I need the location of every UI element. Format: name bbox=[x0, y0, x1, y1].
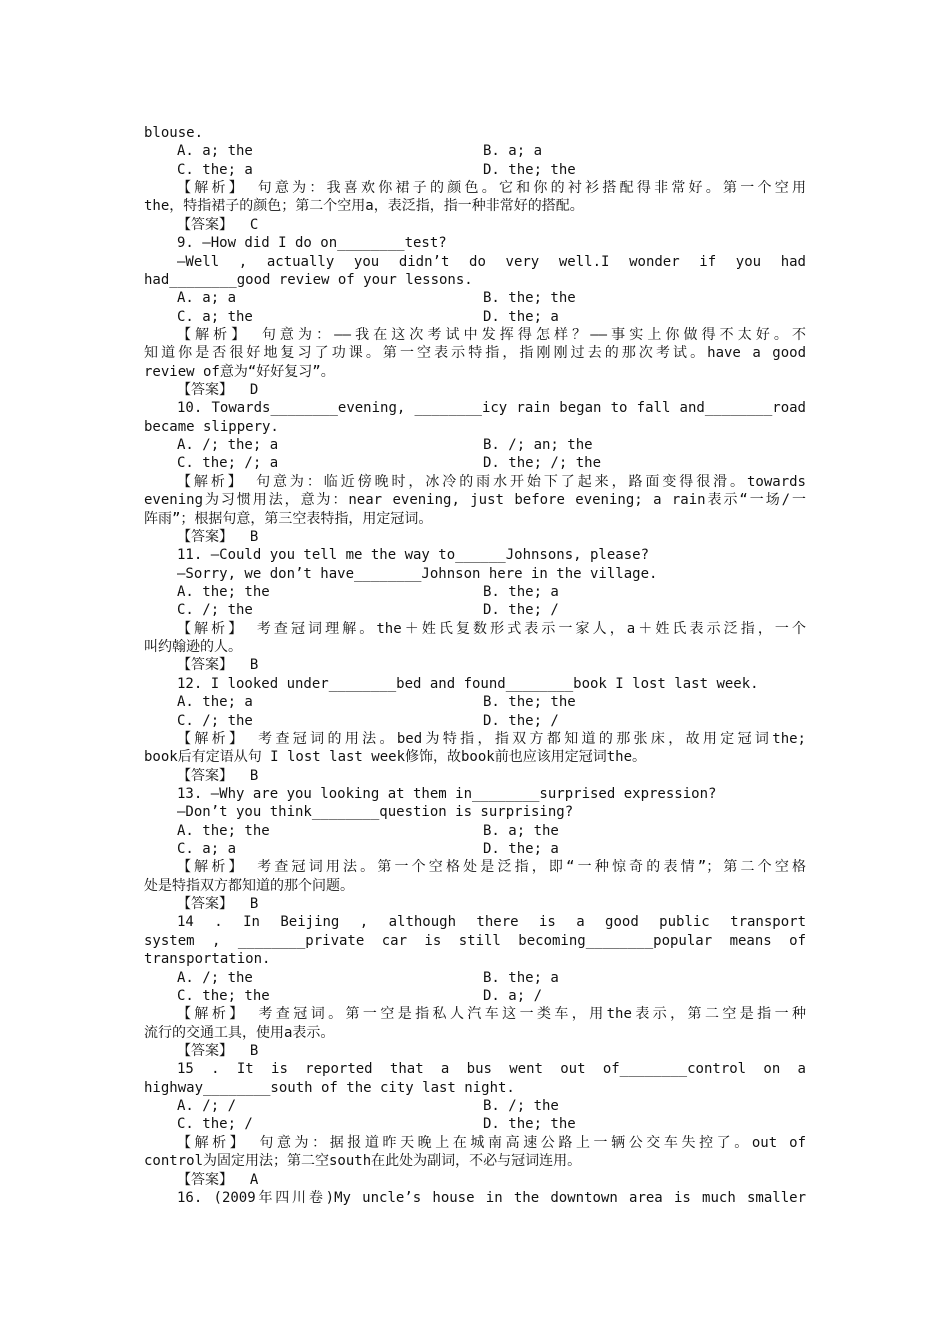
text-line: blouse. bbox=[144, 125, 204, 141]
option-left: A. a; a bbox=[177, 290, 237, 306]
text-line: evening为习惯用法，意为：near evening, just before evening; a rain表示“一场/一 bbox=[144, 492, 806, 508]
text-line: 【解析】 句意为：临近傍晚时，冰冷的雨水开始下了起来，路面变得很滑。towards bbox=[177, 474, 806, 490]
text-line: review of意为“好好复习”。 bbox=[144, 364, 335, 380]
text-line: 【答案】 B bbox=[177, 529, 259, 545]
text-line: 【解析】 考查冠词的用法。bed为特指，指双方都知道的那张床，故用定冠词the; bbox=[177, 731, 806, 747]
option-right: D. the; the bbox=[483, 1116, 576, 1132]
text-line: 【解析】 句意为：据报道昨天晚上在城南高速公路上一辆公交车失控了。out of bbox=[177, 1135, 806, 1151]
option-right: B. a; the bbox=[483, 823, 559, 839]
text-line: 【解析】 考查冠词用法。第一个空格处是泛指，即“一种惊奇的表情”；第二个空格 bbox=[177, 859, 806, 875]
text-line: 【答案】 D bbox=[177, 382, 259, 398]
option-left: A. a; the bbox=[177, 143, 253, 159]
text-line: —Well , actually you didn’t do very well.I wonder if you had bbox=[177, 254, 806, 270]
text-line: highway________south of the city last night. bbox=[144, 1080, 515, 1096]
text-line: 【答案】 C bbox=[177, 217, 259, 233]
text-line: 11. —Could you tell me the way to______Johnsons, please? bbox=[177, 547, 650, 563]
text-line: 【解析】 考查冠词。第一空是指私人汽车这一类车，用the表示，第二空是指一种 bbox=[177, 1006, 806, 1022]
option-right: D. the; / bbox=[483, 602, 559, 618]
text-line: 【答案】 B bbox=[177, 1043, 259, 1059]
text-line: 【答案】 B bbox=[177, 896, 259, 912]
option-left: C. the; the bbox=[177, 988, 270, 1004]
text-line: 叫约翰逊的人。 bbox=[144, 639, 242, 655]
option-right: B. /; the bbox=[483, 1098, 559, 1114]
option-right: D. the; the bbox=[483, 162, 576, 178]
option-left: C. the; / bbox=[177, 1116, 253, 1132]
text-line: 流行的交通工具，使用a表示。 bbox=[144, 1025, 335, 1041]
text-line: 【解析】 考查冠词理解。the＋姓氏复数形式表示一家人，a＋姓氏表示泛指，一个 bbox=[177, 621, 806, 637]
option-left: A. the; a bbox=[177, 694, 253, 710]
text-line: the，特指裙子的颜色；第二个空用a，表泛指，指一种非常好的搭配。 bbox=[144, 198, 584, 214]
option-left: C. the; a bbox=[177, 162, 253, 178]
text-line: 10. Towards________evening, ________icy rain began to fall and________road bbox=[177, 400, 806, 416]
text-line: became slippery. bbox=[144, 419, 279, 435]
option-right: D. a; / bbox=[483, 988, 543, 1004]
text-line: 13. —Why are you looking at them in________surprised expression? bbox=[177, 786, 717, 802]
option-right: D. the; / bbox=[483, 713, 559, 729]
option-left: A. the; the bbox=[177, 584, 270, 600]
option-right: B. the; the bbox=[483, 290, 576, 306]
text-line: 【答案】 A bbox=[177, 1172, 259, 1188]
text-line: 12. I looked under________bed and found________book I lost last week. bbox=[177, 676, 759, 692]
text-line: —Don’t you think________question is surprising? bbox=[177, 804, 574, 820]
option-left: A. /; / bbox=[177, 1098, 237, 1114]
option-left: C. the; /; a bbox=[177, 455, 279, 471]
text-line: 阵雨”；根据句意，第三空表特指，用定冠词。 bbox=[144, 511, 433, 527]
option-right: B. the; the bbox=[483, 694, 576, 710]
text-line: 知道你是否很好地复习了功课。第一空表示特指，指刚刚过去的那次考试。have a good bbox=[144, 345, 806, 361]
option-right: D. the; a bbox=[483, 841, 559, 857]
option-left: A. /; the; a bbox=[177, 437, 279, 453]
option-right: B. the; a bbox=[483, 970, 559, 986]
option-left: C. a; the bbox=[177, 309, 253, 325]
option-right: D. the; /; the bbox=[483, 455, 602, 471]
text-line: 【解析】 句意为：我喜欢你裙子的颜色。它和你的衬衫搭配得非常好。第一个空用 bbox=[177, 180, 806, 196]
option-left: C. /; the bbox=[177, 602, 253, 618]
text-line: 14 . In Beijing , although there is a good public transport bbox=[177, 914, 806, 930]
option-left: C. a; a bbox=[177, 841, 237, 857]
text-line: —Sorry, we don’t have________Johnson here in the village. bbox=[177, 566, 658, 582]
option-right: D. the; a bbox=[483, 309, 559, 325]
text-line: 【解析】 句意为：——我在这次考试中发挥得怎样？——事实上你做得不太好。不 bbox=[177, 327, 806, 343]
option-left: A. /; the bbox=[177, 970, 253, 986]
text-line: transportation. bbox=[144, 951, 271, 967]
text-line: book后有定语从句 I lost last week修饰，故book前也应该用定冠词the。 bbox=[144, 749, 647, 765]
option-left: C. /; the bbox=[177, 713, 253, 729]
option-right: B. a; a bbox=[483, 143, 543, 159]
option-right: B. /; an; the bbox=[483, 437, 593, 453]
option-left: A. the; the bbox=[177, 823, 270, 839]
text-line: had________good review of your lessons. bbox=[144, 272, 473, 288]
text-line: 处是特指双方都知道的那个问题。 bbox=[144, 878, 354, 894]
text-line: control为固定用法；第二空south在此处为副词，不必与冠词连用。 bbox=[144, 1153, 582, 1169]
text-line: system , ________private car is still becoming________popular means of bbox=[144, 933, 806, 949]
text-line: 【答案】 B bbox=[177, 657, 259, 673]
text-line: 9. —How did I do on________test? bbox=[177, 235, 447, 251]
text-line: 15 . It is reported that a bus went out of________control on a bbox=[177, 1061, 806, 1077]
option-right: B. the; a bbox=[483, 584, 559, 600]
text-line: 【答案】 B bbox=[177, 768, 259, 784]
text-line: 16. (2009年四川卷)My uncle’s house in the downtown area is much smaller bbox=[177, 1190, 806, 1206]
